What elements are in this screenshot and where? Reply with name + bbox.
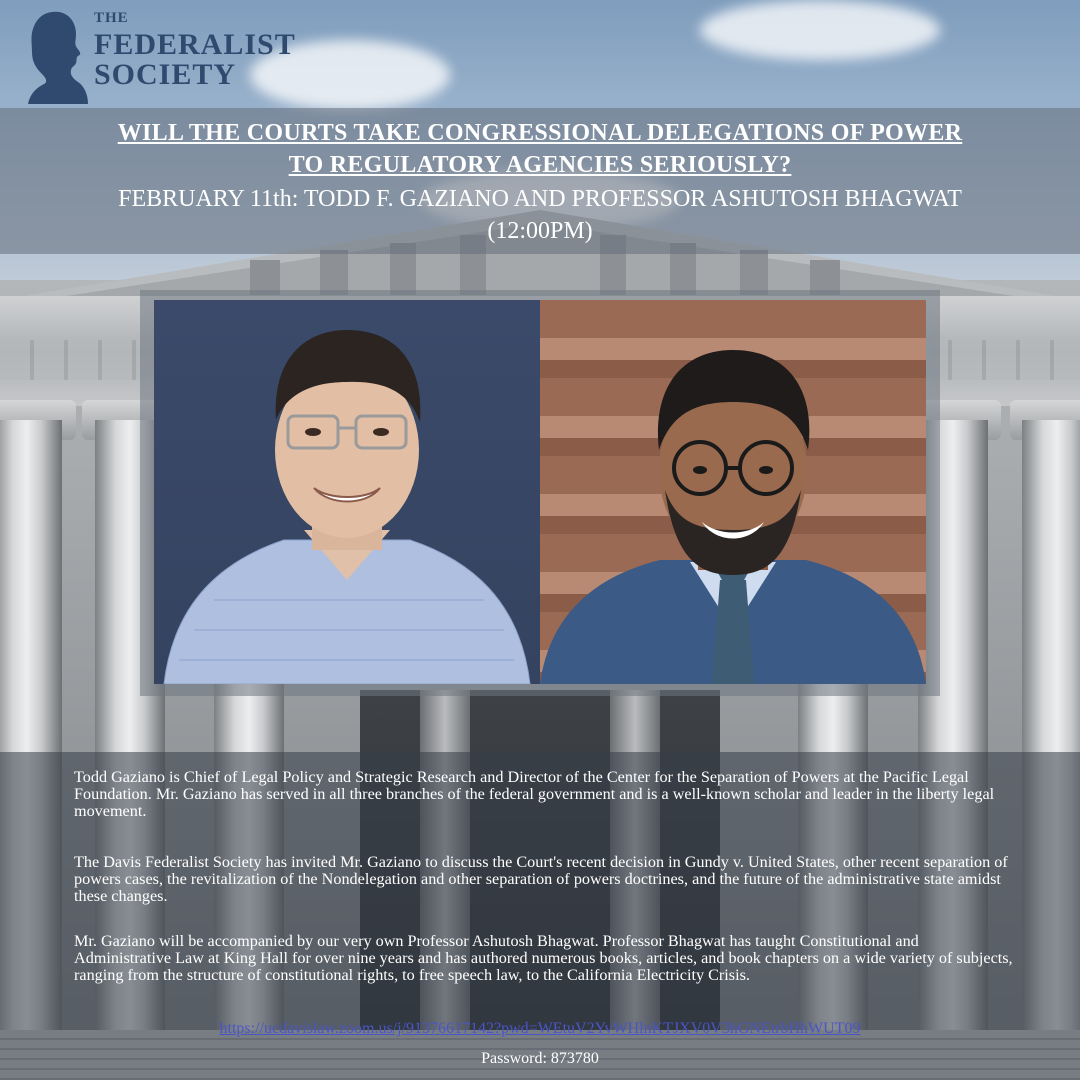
person-illustration: [540, 300, 926, 684]
meeting-password: Password: 873780: [481, 1050, 599, 1067]
person-illustration: [154, 300, 540, 684]
logo-federalist: FEDERALIST: [94, 28, 296, 61]
paragraph-gaziano-bio: Todd Gaziano is Chief of Legal Policy and Strategic Research and Director of the Center for the Separation of Powers at the Pacific Legal Foundation. Mr. Gaziano has served in all three branches of the federal government and is a well-known scholar and leader in the liberty legal movement.: [74, 768, 995, 820]
event-title-line2: TO REGULATORY AGENCIES SERIOUSLY?: [288, 152, 792, 178]
federalist-society-logo: [22, 6, 296, 106]
event-time: (12:00PM): [487, 218, 593, 244]
logo-the: THE: [94, 10, 129, 26]
event-title-line1: WILL THE COURTS TAKE CONGRESSIONAL DELEGATIONS OF POWER: [117, 120, 963, 146]
event-speakers: FEBRUARY 11th: TODD F. GAZIANO AND PROFESSOR ASHUTOSH BHAGWAT: [118, 186, 962, 212]
paragraph-bhagwat-bio: Mr. Gaziano will be accompanied by our very own Professor Ashutosh Bhagwat. Professor Bhagwat has taught Constitutional and Administrative Law at King Hall for over nine years and has authored numerous books, articles, and book chapters on a wide variety of subjects, ranging from the structure of constitutional rights, to free speech law, to the California Electricity Crisis.: [74, 932, 1013, 984]
zoom-meeting-link[interactable]: https://ucdavislaw.zoom.us/j/91376617142?pwd=WEtuV2YvWHlnKTJXV0V3hGNEtrbHhWUT09: [219, 1020, 861, 1037]
paragraph-event-topic: The Davis Federalist Society has invited Mr. Gaziano to discuss the Court's recent decision in Gundy v. United States, other recent separation of powers cases, the revitalization of the Nondelegation and other separation of powers doctrines, and the future of the administrative state amidst these changes.: [74, 853, 1008, 905]
speaker-photo-gaziano: [154, 300, 540, 684]
logo-society: SOCIETY: [94, 58, 237, 91]
speaker-photo-bhagwat: [540, 300, 926, 684]
silhouette-icon: [22, 8, 92, 104]
cloud: [700, 0, 940, 60]
